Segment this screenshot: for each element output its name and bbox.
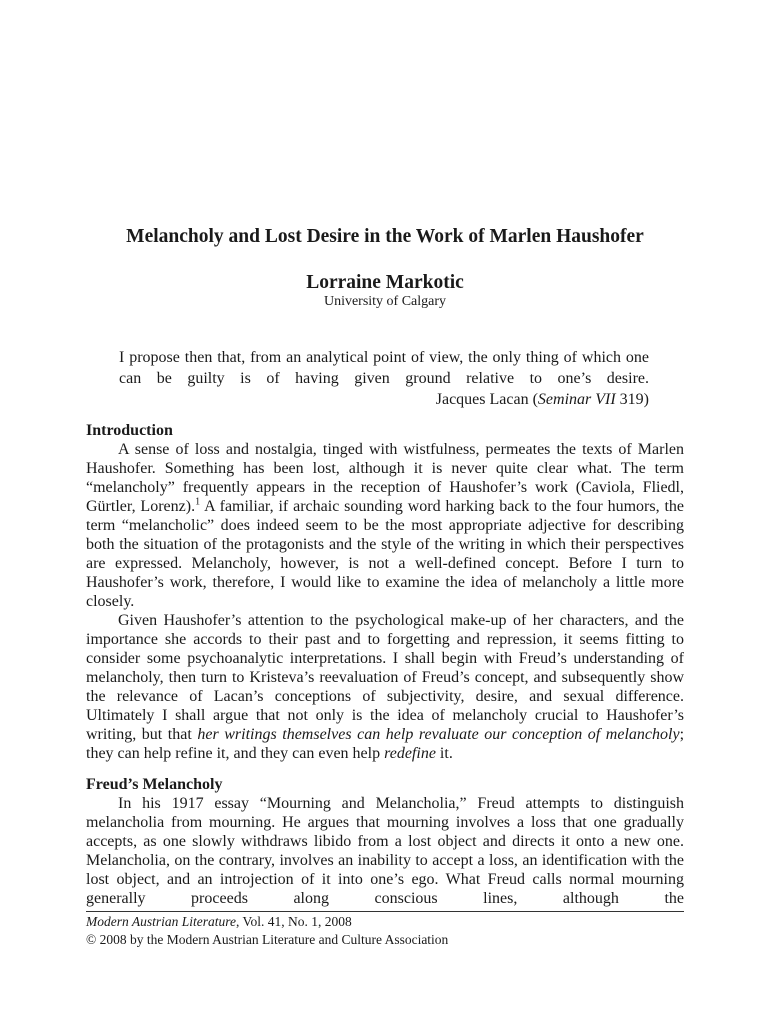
intro-p2-text-b: ; they can help refine it, and they can even help bbox=[86, 726, 685, 762]
page-footer bbox=[86, 913, 684, 949]
intro-p1-text-b: A familiar, if archaic sounding word harking back to the four humors, the term “melancholic” does indeed seem to be the most appropriate adjective for describing both the situation of the protagonists and the style of the writing in which their perspectives are expressed. Melancholy, however, is not a well-defined concept. Before I turn to Haushofer’s work, therefore, I would like to examine the idea of melancholy a little more closely. bbox=[86, 498, 684, 610]
freud-paragraph-1: In his 1917 essay “Mourning and Melancholia,” Freud attempts to distinguish melancholia from mourning. He argues that mourning involves a loss that one gradually accepts, as one slowly withdraws libido from a lost object and directs it onto a new one. Melancholia, on the contrary, involves an inability to accept a loss, an identification with the lost object, and an introjection of it into one’s ego. What Freud calls normal mourning generally proceeds along conscious lines, although the bbox=[86, 795, 684, 907]
author-name: Lorraine Markotic bbox=[306, 272, 464, 293]
epigraph-citation bbox=[119, 389, 649, 410]
intro-p2-text-a: Given Haushofer’s attention to the psychological make-up of her characters, and the importance she accords to their past and to forgetting and repression, it seems fitting to consider some psychoanalytic interpretations. I shall begin with Freud’s understanding of melancholy, then turn to Kristeva’s reevaluation of Freud’s concept, and subsequently show the relevance of Lacan’s conceptions of subjectivity, desire, and sexual difference. Ultimately I shall argue that not only is the idea of melancholy crucial to Haushofer’s writing, but that bbox=[86, 612, 684, 743]
intro-p2-emphasis-2: redefine bbox=[384, 745, 436, 762]
journal-volume: , Vol. 41, No. 1, 2008 bbox=[236, 914, 352, 929]
article-title: Melancholy and Lost Desire in the Work of Marlen Haushofer bbox=[126, 226, 644, 247]
copyright-notice: © 2008 by the Modern Austrian Literature and Culture Association bbox=[86, 932, 449, 947]
introduction-heading: Introduction bbox=[86, 422, 173, 439]
introduction-paragraph-2 bbox=[86, 611, 684, 763]
epigraph-quote: I propose then that, from an analytical point of view, the only thing of which one can be guilty is of having given ground relative to one’s desire. bbox=[119, 349, 649, 387]
epigraph-cite-work: Seminar VII bbox=[537, 391, 616, 408]
footnote-marker-1: 1 bbox=[195, 496, 201, 508]
author-affiliation: University of Calgary bbox=[323, 294, 447, 309]
epigraph-cite-page: 319) bbox=[615, 391, 649, 408]
epigraph-cite-author: Jacques Lacan ( bbox=[435, 391, 538, 408]
freud-heading: Freud’s Melancholy bbox=[86, 776, 223, 793]
intro-p2-text-c: it. bbox=[435, 745, 453, 762]
footer-divider bbox=[86, 911, 684, 912]
intro-p2-emphasis-1: her writings themselves can help revaluate our conception of melancholy bbox=[197, 726, 680, 743]
journal-citation bbox=[86, 913, 684, 931]
introduction-paragraph-1 bbox=[86, 440, 684, 611]
freud-section bbox=[86, 775, 684, 908]
journal-name: Modern Austrian Literature bbox=[86, 914, 237, 929]
intro-p1-text-a: A sense of loss and nostalgia, tinged with wistfulness, permeates the texts of Marlen Haushofer. Something has been lost, although it is never quite clear what. The term “melancholy” frequently appears in the reception of Haushofer’s work (Caviola, Fliedl, Gürtler, Lorenz). bbox=[86, 441, 684, 515]
introduction-section bbox=[86, 421, 684, 763]
